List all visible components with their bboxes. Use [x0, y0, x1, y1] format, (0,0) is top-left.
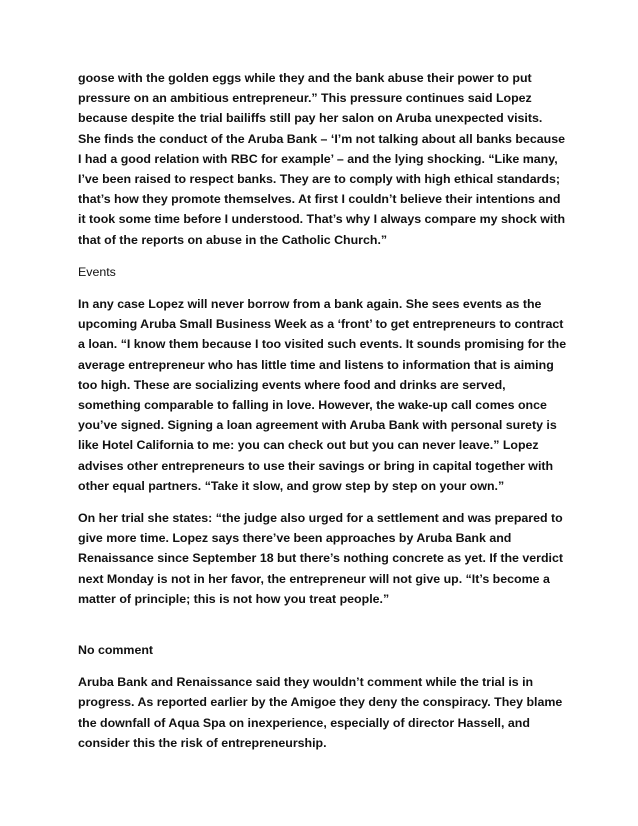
document-page — [78, 68, 568, 765]
section-gap — [78, 621, 568, 640]
paragraph-no-comment: Aruba Bank and Renaissance said they wouldn’t comment while the trial is in progress. As reported earlier by the Amigoe they deny the conspiracy. They blame the downfall of Aqua Spa on inexperience, especially of director Hassell, and consider this the risk of entrepreneurship. — [78, 675, 563, 750]
heading-events: Events — [78, 264, 116, 279]
paragraph-events: In any case Lopez will never borrow from a bank again. She sees events as the upcoming Aruba Small Business Week as a ‘front’ to get entrepreneurs to contract a loan. “I know them because I too visited such events. It sounds promising for the average entrepreneur who has little time and listens to information that is aiming too high. These are socializing events where food and drinks are served, something comparable to falling in love. However, the wake-up call comes once you’ve signed. Signing a loan agreement with Aruba Bank with personal surety is like Hotel California to me: you can check out but you can never leave.” Lopez advises other entrepreneurs to use their savings or bring in capital together with other equal partners. “Take it slow, and grow step by step on your own.” — [78, 297, 567, 493]
paragraph-lopez-pressure: goose with the golden eggs while they and the bank abuse their power to put pressure on an ambitious entrepreneur.” This pressure continues said Lopez because despite the trial bailiffs still pay her salon on Aruba unexpected visits. She finds the conduct of the Aruba Bank – ‘I’m not talking about all banks because I had a good relation with RBC for example’ – and the lying shocking. “Like many, I’ve been raised to respect banks. They are to comply with high ethical standards; that’s how they promote themselves. At first I couldn’t believe their intentions and it took some time before I understood. That’s why I always compare my shock with that of the reports on abuse in the Catholic Church.” — [78, 71, 566, 247]
heading-no-comment: No comment — [78, 643, 154, 658]
paragraph-trial: On her trial she states: “the judge also urged for a settlement and was prepared to give more time. Lopez says there’ve been approaches by Aruba Bank and Renaissance since September 18 but there’s nothing concrete as yet. If the verdict next Monday is not in her favor, the entrepreneur will not give up. “It’s become a matter of principle; this is not how you treat people.” — [78, 511, 564, 606]
